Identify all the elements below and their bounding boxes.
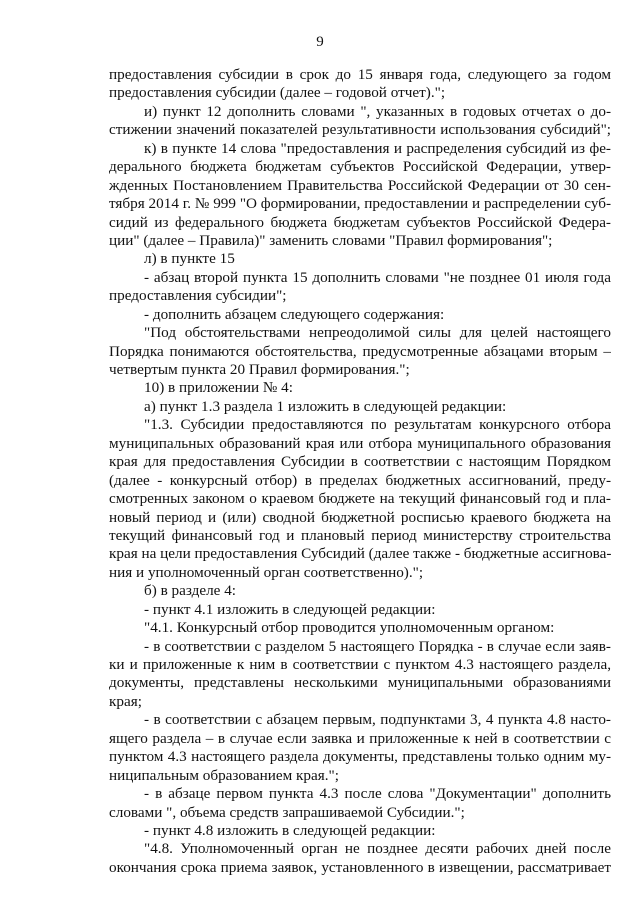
page-number: 9	[316, 34, 324, 50]
text-line: л) в пункте 15	[144, 250, 235, 268]
text-line: Порядка понимаются обстоятельства, предусмотренные абзацами вторым –	[109, 342, 611, 360]
text-line: дерального бюджета бюджетам субъектов Российской Федерации, утвер-	[109, 158, 611, 176]
text-line: предоставления субсидии в срок до 15 января года, следующего за годом	[109, 66, 611, 83]
text-line: "4.1. Конкурсный отбор проводится уполномоченным органом:	[144, 619, 555, 637]
text-line: б) в разделе 4:	[144, 582, 237, 600]
text-line: предоставления субсидии";	[109, 287, 287, 305]
text-line: тября 2014 г. № 999 "О формировании, предоставлении и распределении суб-	[109, 195, 611, 213]
text-line: документы, представлены несколькими муниципальными образованиями	[109, 674, 611, 692]
text-line: края;	[109, 692, 142, 710]
text-line: - в абзаце первом пункта 4.3 после слова "Документации" дополнить	[144, 785, 611, 803]
document-body	[109, 66, 611, 877]
text-line: предоставления субсидии (далее – годовой отчет).";	[109, 84, 446, 102]
text-line: четвертым пункта 20 Правил формирования.";	[109, 361, 410, 378]
text-line: - дополнить абзацем следующего содержания:	[144, 305, 445, 323]
text-line: ки и приложенные к ним в соответствии с пунктом 4.3 настоящего раздела,	[109, 656, 611, 673]
text-line: ящего раздела – в случае если заявка и приложенные к ней в соответствии с	[109, 729, 611, 747]
text-line: муниципальных образований края или отбора муниципального образования	[109, 434, 611, 452]
text-line: края на цели предоставления Субсидий (далее также - бюджетные ассигнова-	[109, 545, 611, 563]
text-line: стижении значений показателей результативности использования субсидий";	[109, 121, 611, 139]
text-line: - в соответствии с разделом 5 настоящего Порядка - в случае если заяв-	[144, 637, 611, 655]
text-line: ния и уполномоченный орган соответственно).";	[109, 563, 424, 581]
text-line: "1.3. Субсидии предоставляются по результатам конкурсного отбора	[144, 416, 611, 434]
text-line: текущий финансовый год и плановый период министерству строительства	[109, 526, 611, 544]
text-line: новый период и (или) сводной бюджетной росписью краевого бюджета на	[109, 508, 611, 526]
text-line: а) пункт 1.3 раздела 1 изложить в следующей редакции:	[144, 397, 507, 415]
text-line: ции" (далее – Правила)" заменить словами "Правил формирования";	[109, 231, 553, 249]
text-line: края для предоставления Субсидии в соответствии с настоящим Порядком	[109, 453, 611, 471]
text-line: жденных Постановлением Правительства Российской Федерации от 30 сен-	[109, 176, 611, 194]
text-line: и) пункт 12 дополнить словами ", указанных в годовых отчетах о до-	[144, 102, 611, 120]
text-line: "Под обстоятельствами непреодолимой силы для целей настоящего	[144, 324, 611, 342]
text-line: - пункт 4.8 изложить в следующей редакции:	[144, 821, 436, 839]
text-line: словами ", объема средств запрашиваемой Субсидии.";	[109, 803, 465, 821]
text-line: смотренных законом о краевом бюджете на текущий финансовый год и пла-	[109, 490, 611, 508]
text-line: 10) в приложении № 4:	[144, 379, 293, 397]
text-line: к) в пункте 14 слова "предоставления и распределения субсидий из фе-	[144, 139, 611, 157]
text-line: пунктом 4.3 настоящего раздела документы, представлены только одним му-	[109, 748, 611, 766]
text-line: "4.8. Уполномоченный орган не позднее десяти рабочих дней после	[144, 840, 611, 858]
text-line: - пункт 4.1 изложить в следующей редакции:	[144, 600, 436, 618]
text-line: (далее - конкурсный отбор) в пределах бюджетных ассигнований, преду-	[109, 471, 611, 489]
text-line: - в соответствии с абзацем первым, подпунктами 3, 4 пункта 4.8 насто-	[144, 711, 611, 729]
text-line: окончания срока приема заявок, установленного в извещении, рассматривает	[109, 858, 611, 876]
text-line: ниципальным образованием края.";	[109, 766, 339, 784]
text-line: сидий из федерального бюджета бюджетам субъектов Российской Федера-	[109, 213, 611, 231]
text-line: - абзац второй пункта 15 дополнить словами "не позднее 01 июля года	[144, 268, 611, 286]
